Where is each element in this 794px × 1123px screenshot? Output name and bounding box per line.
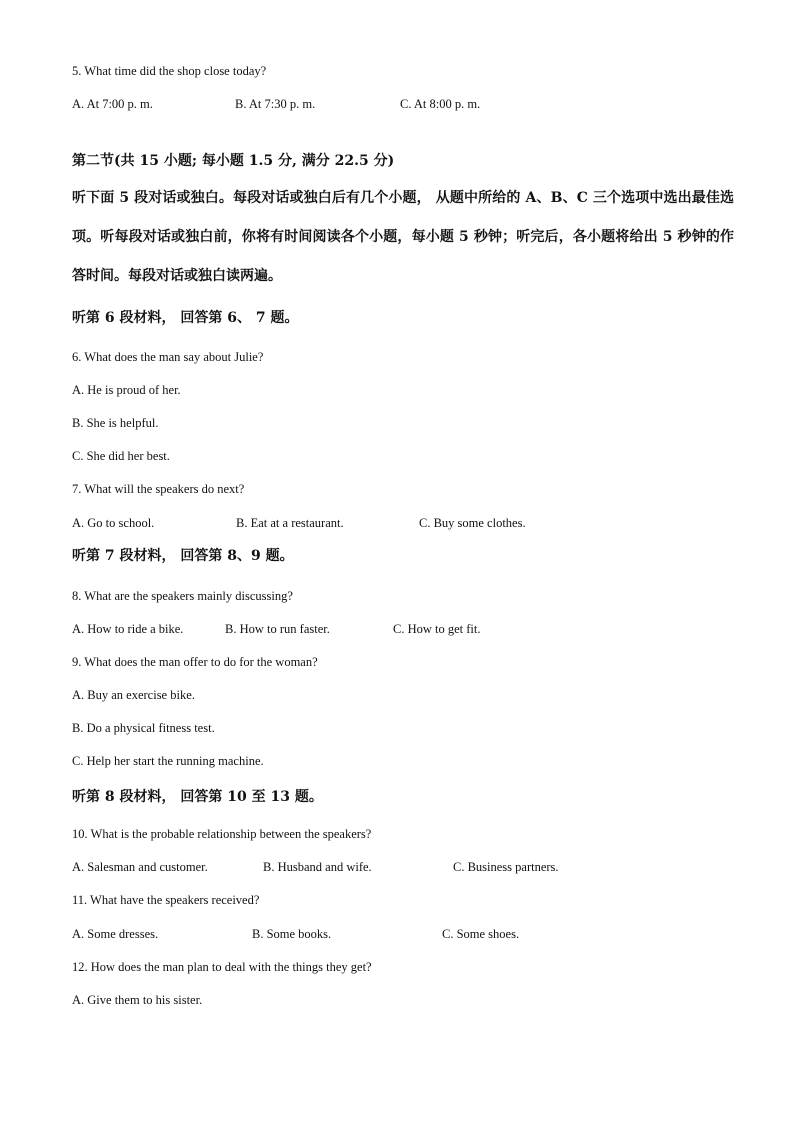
section-2-heading: 第二节(共 15 小题; 每小题 1.5 分, 满分 22.5 分) <box>72 153 395 169</box>
q9-option-c: C. Help her start the running machine. <box>72 754 264 768</box>
q11-option-c: C. Some shoes. <box>442 927 520 941</box>
q5-option-c: C. At 8:00 p. m. <box>400 97 481 111</box>
q7-option-b: B. Eat at a restaurant. <box>236 516 344 530</box>
q7-option-c: C. Buy some clothes. <box>419 516 526 530</box>
passage-6-heading: 听第 6 段材料， 回答第 6、 7 题。 <box>72 310 299 326</box>
q11-option-a: A. Some dresses. <box>72 927 159 941</box>
passage-7-heading: 听第 7 段材料， 回答第 8、9 题。 <box>72 548 294 564</box>
q12-option-a: A. Give them to his sister. <box>72 993 203 1007</box>
q8-option-a: A. How to ride a bike. <box>72 622 184 636</box>
q9-option-a: A. Buy an exercise bike. <box>72 688 195 702</box>
q6-option-b: B. She is helpful. <box>72 416 159 430</box>
question-7: 7. What will the speakers do next? <box>72 482 245 496</box>
question-8: 8. What are the speakers mainly discussing? <box>72 589 293 603</box>
question-11: 11. What have the speakers received? <box>72 893 260 907</box>
q6-option-c: C. She did her best. <box>72 449 170 463</box>
passage-8-heading: 听第 8 段材料， 回答第 10 至 13 题。 <box>72 789 323 805</box>
q10-option-c: C. Business partners. <box>453 860 559 874</box>
question-5: 5. What time did the shop close today? <box>72 64 267 78</box>
q8-option-b: B. How to run faster. <box>225 622 330 636</box>
question-6: 6. What does the man say about Julie? <box>72 350 264 364</box>
section-2-instructions: 听下面 5 段对话或独白。每段对话或独白后有几个小题， 从题中所给的 A、B、C 三个选项中选出最佳选项。听每段对话或独白前，你将有时间阅读各个小题，每小题 5 秒钟；听完后，各小题将给出 5 秒钟的作答时间。每段对话或独白读两遍。 <box>72 190 734 284</box>
q8-option-c: C. How to get fit. <box>393 622 481 636</box>
q5-option-a: A. At 7:00 p. m. <box>72 97 153 111</box>
q10-option-b: B. Husband and wife. <box>263 860 372 874</box>
question-12: 12. How does the man plan to deal with the things they get? <box>72 960 372 974</box>
q10-option-a: A. Salesman and customer. <box>72 860 208 874</box>
question-9: 9. What does the man offer to do for the woman? <box>72 655 318 669</box>
q6-option-a: A. He is proud of her. <box>72 383 181 397</box>
q7-option-a: A. Go to school. <box>72 516 155 530</box>
q11-option-b: B. Some books. <box>252 927 332 941</box>
q5-option-b: B. At 7:30 p. m. <box>235 97 316 111</box>
question-10: 10. What is the probable relationship between the speakers? <box>72 827 372 841</box>
q9-option-b: B. Do a physical fitness test. <box>72 721 215 735</box>
